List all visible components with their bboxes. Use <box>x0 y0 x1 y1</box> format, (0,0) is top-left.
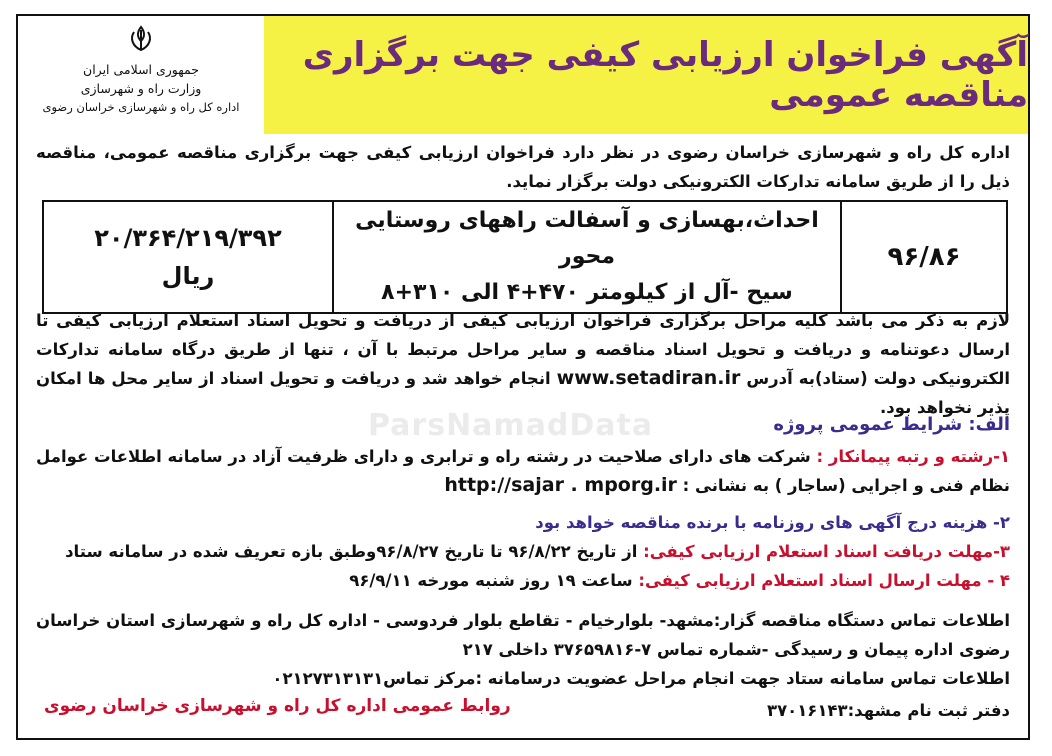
tender-amount-value: ۲۰/۳۶۴/۲۱۹/۳۹۲ <box>94 224 282 252</box>
intro-paragraph: اداره کل راه و شهرسازی خراسان رضوی در نظر دارد فراخوان ارزیابی کیفی جهت برگزاری مناقصه عمومی، مناقصه ذیل را از طریق سامانه تدارکات الکترونیکی دولت برگزار نماید. <box>36 143 1010 191</box>
condition-1-text: شرکت های دارای صلاحیت در رشته راه و ترابری و دارای ظرفیت آزاد در سامانه اطلاعات عوامل نظام فنی و اجرایی (ساجار ) به نشانی : <box>36 447 1010 495</box>
tender-amount <box>43 201 333 313</box>
condition-2-label: ۲- هزینه درج آگهی های روزنامه با برنده مناقصه خواهد بود <box>535 513 1010 532</box>
condition-4 <box>36 566 1010 595</box>
section-title: الف: شرایط عمومی پروژه <box>773 414 1010 435</box>
contact-info: اطلاعات تماس دستگاه مناقصه گزار:مشهد- بلوارخیام - تقاطع بلوار فردوسی - اداره کل راه و شهرسازی استان خراسان رضوی اداره پیمان و رسیدگی -شماره تماس ۷-۳۷۶۵۹۸۱۶ داخلی ۲۱۷ <box>36 611 1010 659</box>
org-department: اداره کل راه و شهرسازی خراسان رضوی <box>42 100 240 114</box>
sajar-link[interactable]: http://sajar . mporg.ir <box>444 474 677 496</box>
organization-logo-block <box>18 16 264 134</box>
iran-emblem-icon <box>126 24 156 54</box>
condition-1-label: ۱-رشته و رتبه پیمانکار : <box>816 447 1010 466</box>
tender-number: ۹۶/۸۶ <box>841 201 1007 313</box>
tender-row <box>43 201 1007 313</box>
condition-3-label: ۳-مهلت دریافت اسناد استعلام ارزیابی کیفی: <box>643 542 1010 561</box>
title-banner <box>264 16 1028 134</box>
notice-text-before: لازم به ذکر می باشد کلیه مراحل برگزاری فراخوان ارزیابی کیفی از دریافت و تحویل اسناد استعلام ارزیابی کیفی تا ارسال دعوتنامه و دریافت و تحویل اسناد مناقصه و سایر مراحل مرتبط با آن ، تنها از طریق درگاه سامانه تدارکات الکترونیکی دولت (ستاد)به آدرس <box>36 311 1010 388</box>
tender-description-line1: احداث،بهسازی و آسفالت راههای روستایی محور <box>355 208 819 269</box>
tender-currency: ریال <box>161 262 215 290</box>
header <box>18 16 1028 134</box>
tender-table <box>42 200 1008 314</box>
public-relations-credit: روابط عمومی اداره کل راه و شهرسازی خراسان رضوی <box>44 696 511 716</box>
condition-3 <box>36 537 1010 566</box>
setad-link[interactable]: www.setadiran.ir <box>556 367 741 389</box>
notice-paragraph <box>36 306 1010 422</box>
setad-contact-info: اطلاعات تماس سامانه ستاد جهت انجام مراحل عضویت درسامانه :مرکز تماس۰۲۱۲۷۳۱۳۱۳۱ <box>272 669 1010 688</box>
watermark: ParsNamadData <box>368 408 654 443</box>
org-ministry: وزارت راه و شهرسازی <box>80 81 202 96</box>
tender-description-line2: سیح -آل از کیلومتر ۴۷۰+۴ الی ۳۱۰+۸ <box>381 280 793 305</box>
condition-4-label: ۴ - مهلت ارسال اسناد استعلام ارزیابی کیفی: <box>638 571 1010 590</box>
condition-1 <box>36 442 1010 500</box>
advertisement-frame <box>16 14 1030 740</box>
tender-description <box>333 201 841 313</box>
registration-office: دفتر ثبت نام مشهد:۳۷۰۱۶۱۴۳ <box>767 701 1010 720</box>
page-title: آگهی فراخوان ارزیابی کیفی جهت برگزاری مناقصه عمومی <box>302 35 1028 115</box>
condition-4-text: ساعت ۱۹ روز شنبه مورخه ۹۶/۹/۱۱ <box>349 571 633 590</box>
condition-3-text: از تاریخ ۹۶/۸/۲۲ تا تاریخ ۹۶/۸/۲۷وطبق بازه تعریف شده در سامانه ستاد <box>65 542 638 561</box>
condition-2 <box>36 508 1010 537</box>
notice-text-after: انجام خواهد شد و دریافت و تحویل اسناد از سایر محل ها امکان پذیر نخواهد بود. <box>36 369 1010 417</box>
org-country: جمهوری اسلامی ایران <box>83 62 199 77</box>
